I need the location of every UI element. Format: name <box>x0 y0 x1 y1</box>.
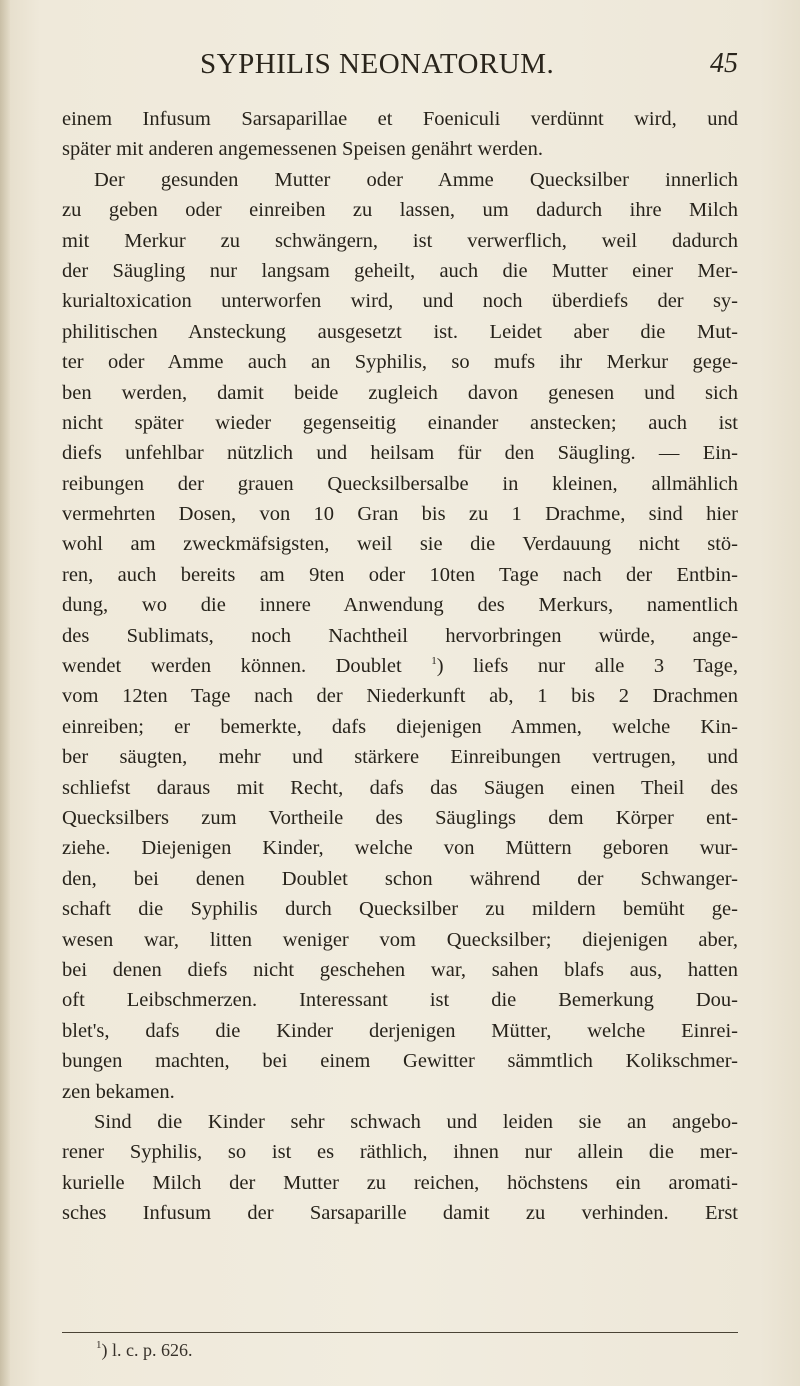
text-line: oft Leibschmerzen. Interessant ist die Bemerkung Dou- <box>62 989 738 1012</box>
text-line: ter oder Amme auch an Syphilis, so mufs ihr Merkur gege- <box>62 351 738 374</box>
text-line: des Sublimats, noch Nachtheil hervorbringen würde, ange- <box>62 624 738 647</box>
text-line: schaft die Syphilis durch Quecksilber zu mildern bemüht ge- <box>62 898 738 921</box>
text-line: nicht später wieder gegenseitig einander anstecken; auch ist <box>62 411 738 434</box>
text-line: Sind die Kinder sehr schwach und leiden sie an angebo- <box>94 1110 738 1133</box>
text-line: schliefst daraus mit Recht, dafs das Säugen einen Theil des <box>62 776 738 799</box>
text-line: blet's, dafs die Kinder derjenigen Mütter, welche Einrei- <box>62 1019 738 1042</box>
text-segment: ) liefs nur alle 3 Tage, <box>436 655 738 678</box>
footnote-reference: 1 <box>431 655 437 668</box>
running-title: SYPHILIS NEONATORUM. <box>200 48 555 80</box>
page-header <box>0 48 800 92</box>
text-line: zen bekamen. <box>62 1080 175 1103</box>
footnote <box>96 1340 192 1361</box>
text-line: ren, auch bereits am 9ten oder 10ten Tage nach der Entbin- <box>62 563 738 586</box>
text-line: kurialtoxication unterworfen wird, und noch überdiefs der sy- <box>62 290 738 313</box>
text-line: bungen machten, bei einem Gewitter sämmtlich Kolikschmer- <box>62 1050 738 1073</box>
text-line: ben werden, damit beide zugleich davon genesen und sich <box>62 381 738 404</box>
text-line: rener Syphilis, so ist es räthlich, ihnen nur allein die mer- <box>62 1141 738 1164</box>
text-line: Der gesunden Mutter oder Amme Quecksilber innerlich <box>94 168 738 191</box>
text-line: reibungen der grauen Quecksilbersalbe in kleinen, allmählich <box>62 472 738 495</box>
text-line: später mit anderen angemessenen Speisen genährt werden. <box>62 138 543 161</box>
text-line: den, bei denen Doublet schon während der Schwanger- <box>62 867 738 890</box>
text-segment: wendet werden können. Doublet <box>62 655 402 678</box>
text-line: einem Infusum Sarsaparillae et Foeniculi verdünnt wird, und <box>62 108 738 130</box>
binding-edge <box>0 0 10 1386</box>
text-line: bei denen diefs nicht geschehen war, sahen blafs aus, hatten <box>62 958 738 981</box>
body-text <box>62 104 738 1228</box>
text-line: zu geben oder einreiben zu lassen, um dadurch ihre Milch <box>62 199 738 222</box>
footnote-mark: 1 <box>96 1339 102 1351</box>
text-line: sches Infusum der Sarsaparille damit zu verhinden. Erst <box>62 1202 738 1225</box>
text-line: kurielle Milch der Mutter zu reichen, höchstens ein aromati- <box>62 1171 738 1194</box>
text-line: ziehe. Diejenigen Kinder, welche von Müttern geboren wur- <box>62 837 738 860</box>
footnote-text: ) l. c. p. 626. <box>101 1340 193 1360</box>
text-line: der Säugling nur langsam geheilt, auch die Mutter einer Mer- <box>62 259 738 282</box>
text-line: einreiben; er bemerkte, dafs diejenigen Ammen, welche Kin- <box>62 715 738 738</box>
text-line: Quecksilbers zum Vortheile des Säuglings dem Körper ent- <box>62 806 738 829</box>
text-line: wesen war, litten weniger vom Quecksilber; diejenigen aber, <box>62 928 738 951</box>
page-number: 45 <box>710 48 738 79</box>
text-line: mit Merkur zu schwängern, ist verwerflich, weil dadurch <box>62 229 738 252</box>
footnote-divider <box>62 1332 738 1333</box>
text-line: wohl am zweckmäfsigsten, weil sie die Verdauung nicht stö- <box>62 533 738 556</box>
text-line-with-footnote-mark <box>62 651 738 681</box>
text-line: dung, wo die innere Anwendung des Merkurs, namentlich <box>62 594 738 617</box>
text-line: ber säugten, mehr und stärkere Einreibungen vertrugen, und <box>62 746 738 769</box>
text-line: vermehrten Dosen, von 10 Gran bis zu 1 Drachme, sind hier <box>62 503 738 526</box>
text-line: diefs unfehlbar nützlich und heilsam für den Säugling. — Ein- <box>62 442 738 465</box>
text-line: philitischen Ansteckung ausgesetzt ist. Leidet aber die Mut- <box>62 320 738 343</box>
text-line: vom 12ten Tage nach der Niederkunft ab, 1 bis 2 Drachmen <box>62 685 738 708</box>
